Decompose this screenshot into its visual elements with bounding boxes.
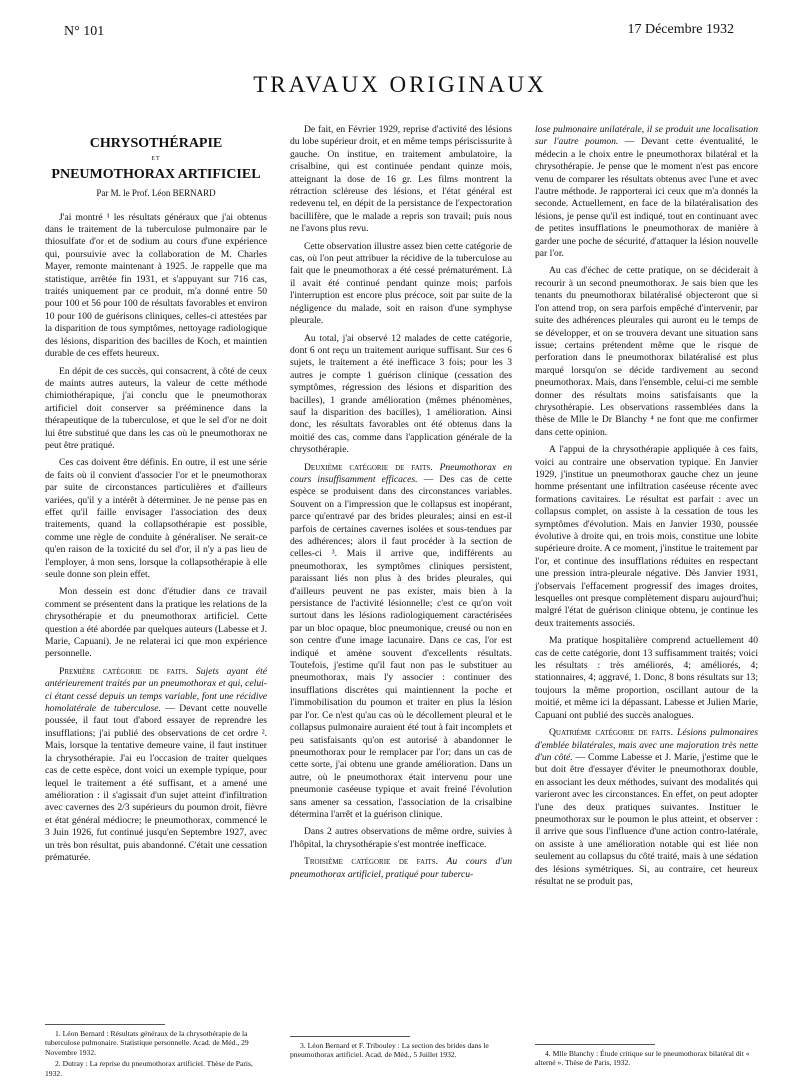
category-heading: Quatrième catégorie de faits. — [549, 727, 673, 739]
paragraph: Mon dessein est donc d'étudier dans ce travail comment se présentent dans la pratique les relations de la chrysothérapie et du pneumothorax artificiel. Cette question a été abordée par quelques auteurs (Labesse et J. Marie, Capuani). Je ne relaterai ici que mon expérience personnelle. — [45, 586, 267, 660]
category-description: Pneumothorax en cours insuffisamment efficaces. — [290, 461, 512, 485]
paragraph-continued — [535, 124, 758, 260]
footnotes-col1 — [45, 1016, 267, 1080]
category-heading: Troisième catégorie de faits. — [304, 856, 439, 868]
footnote: 3. Léon Bernard et F. Tribouley : La section des brides dans le pneumothorax artificiel. Acad. de Méd., 5 Juillet 1932. — [290, 1041, 489, 1060]
paragraph-body: — Devant cette nouvelle poussée, il faut tout d'abord essayer de reprendre les insufflations; j'ai publié des observations de cet ordre ². Mais, lorsque la tentative demeure vaine, il faut instituer la chrysothérapie. J'ai eu l'occasion de traiter quelques cas de cette espèce, dont voici un exemple typique, pour lequel le traitement a été suffisant, et a amené une amélioration : il s'agissait d'un sujet atteint d'infiltration avec cavernes des 2/3 supérieurs du poumon droit, fièvre et état général médiocre; le pneumothorax, commencé le 3 Juin 1926, fut continué jusqu'en Septembre 1927, avec un très bon résultat, puis abandonné. C'était une cessation prématurée. — [45, 703, 267, 863]
paragraph: Au cas d'échec de cette pratique, on se déciderait à recourir à un second pneumothorax. Je sais bien que les tenants du pneumothorax bilatéralisé objecteront que si l'on attend trop, on sera parfois empêché d'intervenir, par suite des adhérences pleurales qui auront eu le temps de se développer, et on se trouvera devant une situation sans issue; certains prétendent même que le risque de perforation dans le pneumothorax bilatéralisé est plus marqué lorsqu'on se décide tardivement au second pneumothorax. Mais, dans l'ensemble, celui-ci me semble donner des résultats moins satisfaisants que la chrysothérapie. Les observations rassemblées dans la thèse de Mlle le Dr Blanchy ⁴ ne font que me confirmer dans cette opinion. — [535, 265, 758, 438]
footnotes-col2 — [290, 1028, 512, 1062]
paragraph-category-2 — [290, 462, 512, 822]
footnote-rule — [290, 1036, 410, 1037]
paragraph: A l'appui de la chrysothérapie appliquée à ces faits, voici au contraire une observation typique. En Janvier 1929, j'institue un pneumothorax gauche chez un jeune homme présentant une infiltration caséeuse récente avec formations cavitaires. Le résultat est parfait : avec un collapsus complet, on assiste à la cessation de tous les symptômes d'évolution. Mais en Janvier 1930, poussée évolutive à droite qui, en trois mois, constitue une lobite supérieure droite. A ce moment, j'institue le traitement par l'or, et continue des insufflations réduites en respectant une pression intra-pleurale négative. Dès Janvier 1931, j'observais l'effacement progressif des images droites, lesquelles ont presque complètement disparu aujourd'hui; malgré l'état de guérison clinique obtenu, je continue les deux traitements associés. — [535, 444, 758, 629]
footnote: 1. Léon Bernard : Résultats généraux de la chrysothérapie de la tuberculose pulmonaire. Statistique personnelle. Acad. de Méd., 29 Novembre 1932. — [45, 1029, 249, 1057]
category-description: lose pulmonaire unilatérale, il se produit une localisation sur l'autre poumon. — [535, 124, 758, 148]
paragraph: Ces cas doivent être définis. En outre, il est une série de faits où il convient d'associer l'or et le pneumothorax par suite de circonstances particulières et d'ailleurs variées, qu'il y a intérêt à déterminer. Je ne pense pas en effet qu'il faille envisager l'association des deux traitements, quand la collapsothérapie est possible, comme une règle de conduite à généraliser. Ne serait-ce qu'en raison de la toxicité du sel d'or, il n'y a pas lieu de l'employer, à mon sens, lorsque la collapsothérapie à elle seule donne son plein effet. — [45, 457, 267, 580]
paragraph-body: — Des cas de cette espèce se produisent dans des circonstances variables. Souvent on a l'impression que le collapsus est inopérant, parce qu'entravé par des brides pleurales; ainsi en est-il parfois de certaines cavernes isolées et sous-tendues par des adhérences; alors il faut procéder à la section de celles-ci ³. Mais il arrive que, indifférents au pneumothorax, les symptômes cliniques persistent, paraissant liés non plus à des brides pleurales, qui d'ailleurs peuvent ne pas exister, mais bien à la persistance de l'activité lésionnelle; c'est ce qu'on voit surtout dans les lésions radiologiquement caractérisées par un bloc opaque, bloc pneumonique, creusé ou non en son centre d'une image lacunaire. Dans ce cas, l'or est indiqué et amène souvent d'excellents résultats. Toutefois, j'estime qu'il faut non pas le substituer au pneumothorax, mais l'y associer : continuer des insufflations discrètes qui maintiennent la poche et l'immobilisation du poumon et traiter en plus la lésion par l'or. Ce n'est qu'au cas où le décollement pleural et le collapsus pulmonaire auraient été tout à fait incomplets et peu satisfaisants qu'on est autorisé à abandonner le pneumothorax pour le remplacer par l'or; dans un cas de cette sorte, j'ai obtenu une grande amélioration. Dans un autre, où le pneumothorax était intervenu pour une pneumonie caséeuse typique et avait freiné l'évolution sans amener sa cessation, l'association de la crisalbine détermina l'arrêt et la guérison clinique. — [290, 473, 512, 820]
category-description: Sujets ayant été antérieurement traités par un pneumothorax et qui, celui-ci étant cessé depuis un temps variable, font une récidive homolatérale de tuberculose. — [45, 665, 267, 715]
paragraph: Ma pratique hospitalière comprend actuellement 40 cas de cette catégorie, dont 13 suffisamment traités; voici les résultats : très améliorés, 4; améliorés, 4; stationnaires, 4; aggravé, 1. Donc, 8 bons résultats sur 13; toujours la même proportion, oscillant autour de la moitié, et même ici la dépassant. Labesse et Julien Marie, Capuani ont publié des succès analogues. — [535, 635, 758, 721]
issue-date: 17 Décembre 1932 — [627, 22, 734, 37]
paragraph-category-3 — [290, 856, 512, 881]
category-heading: Première catégorie de faits. — [59, 665, 189, 677]
issue-number: N° 101 — [64, 24, 105, 39]
article-title-line3: PNEUMOTHORAX ARTIFICIEL — [51, 166, 261, 182]
category-heading: Deuxième catégorie de faits. — [304, 461, 433, 473]
paragraph: Au total, j'ai observé 12 malades de cette catégorie, dont 6 ont reçu un traitement aurique suffisant. Sur ces 6 sujets, le traitement a été inefficace 3 fois; pour les 3 autres je compte 1 guérison clinique (cessation des symptômes, régression des lésions et disparition des bacilles), 1 grande amélioration (mêmes phénomènes, sauf la disparition des bacilles), 1 amélioration. Ainsi donc, les résultats favorables ont été obtenus dans la moitié des cas, comme dans l'application générale de la chrysothérapie. — [290, 332, 512, 456]
category-description: Lésions pulmonaires d'emblée bilatérales, mais avec une majoration très nette d'un côté. — [535, 727, 758, 763]
paragraph-category-1 — [45, 666, 267, 865]
footnotes-col3 — [535, 1036, 758, 1070]
section-title: TRAVAUX ORIGINAUX — [253, 72, 547, 97]
footnote-rule — [535, 1044, 655, 1045]
column-2 — [290, 124, 512, 886]
footnote: 2. Dutray : La reprise du pneumothorax artificiel. Thèse de Paris, 1932. — [45, 1059, 253, 1078]
article-title-line2: ET — [151, 156, 161, 163]
paragraph: En dépit de ces succès, qui consacrent, à côté de ceux de maints autres auteurs, la valeur de cette méthode chimiothérapique, j'ai conclu que le pneumothorax artificiel doit conserver sa prééminence dans la thérapeutique de la tuberculose, et que le sel d'or ne doit lui être substitué que dans les cas où le pneumothorax ne peut être pratiqué. — [45, 365, 267, 451]
column-3 — [535, 124, 758, 893]
byline: Par M. le Prof. Léon BERNARD — [96, 188, 216, 199]
category-description: Au cours d'un pneumothorax artificiel, pratiqué pour tubercu- — [290, 856, 513, 880]
paragraph: De fait, en Février 1929, reprise d'activité des lésions du lobe supérieur droit, et en même temps périscissurite à gauche. On institue, en traitement ambulatoire, la crisalbine, qui est continuée pendant quinze mois, atteignant la dose de 16 gr. Les films montrent la rétraction scléreuse des lésions, et l'état général est redevenu tel, en dépit de la persistance de l'expectoration bacillifère, que le malade a repris son travail; puis nous ne l'avons plus revu. — [290, 124, 512, 235]
paragraph-body: — Devant cette éventualité, le médecin a le choix entre le pneumothorax bilatéral et la chrysothérapie. Je pense que le moment n'est pas encore venu de comparer les résultats obtenus avec l'une et avec l'autre méthode. Je rapporterai ici ceux que m'a donnés la seconde. Actuellement, en face de la bilatéralisation des lésions, je pense qu'il est indiqué, tout en continuant avec de petites insufflations le pneumothorax de manière à garder une poche de sécurité, d'attaquer la lésion nouvelle par l'or. — [535, 136, 758, 260]
footnote-rule — [45, 1024, 165, 1025]
footnote: 4. Mlle Blanchy : Étude critique sur le pneumothorax bilatéral dit « alterné ». Thèse de Paris, 1932. — [535, 1049, 750, 1068]
paragraph: J'ai montré ¹ les résultats généraux que j'ai obtenus dans le traitement de la tuberculose pulmonaire par le thiosulfate d'or et de sodium au cours d'une expérience qui, poursuivie avec la collaboration de M. Charles Mayer, remonte maintenant à 1925. Je rappelle que ma statistique, arrêtée fin 1931, et s'appuyant sur 716 cas, traités uniquement par ce produit, m'a donné entre 50 pour 100 et 56 pour 100 de résultats favorables et environ 10 pour 100 de guérisons cliniques, celles-ci attestées par la disparition de tous symptômes, nettoyage radiologique des lésions, disparition des bacilles de Koch, et maintien durable de ces effets heureux. — [45, 211, 267, 360]
article-title-line1: CHRYSOTHÉRAPIE — [89, 136, 223, 151]
paragraph: Cette observation illustre assez bien cette catégorie de cas, où l'on peut attribuer la récidive de la tuberculose au fait que le pneumothorax a été cessé prématurément. Là il avait été continué pendant quinze mois; parfois l'interruption est encore plus précoce, soit par suite de la négligence du malade, soit en raison d'une symphyse pleurale. — [290, 240, 512, 327]
paragraph: Dans 2 autres observations de même ordre, suivies à l'hôpital, la chrysothérapie s'est montrée inefficace. — [290, 826, 512, 850]
paragraph-category-4 — [535, 727, 758, 888]
paragraph-body: — Comme Labesse et J. Marie, j'estime que le but doit être d'essayer d'éviter le pneumothorax double, en associant les deux méthodes, suivant des modalités qui varieront avec les circonstances. En effet, on peut adopter l'une des deux pratiques suivantes. Instituer le pneumothorax sur le poumon le plus atteint, et observer : il arrive que sous l'influence d'une action contro-latérale, on assiste à une amélioration notable qui est liée non seulement au collapsus du côté traité, mais à une sédation des lésions symétriques. Si, au contraire, cet heureux résultat ne se produit pas, — [535, 751, 758, 887]
column-1 — [45, 124, 267, 869]
